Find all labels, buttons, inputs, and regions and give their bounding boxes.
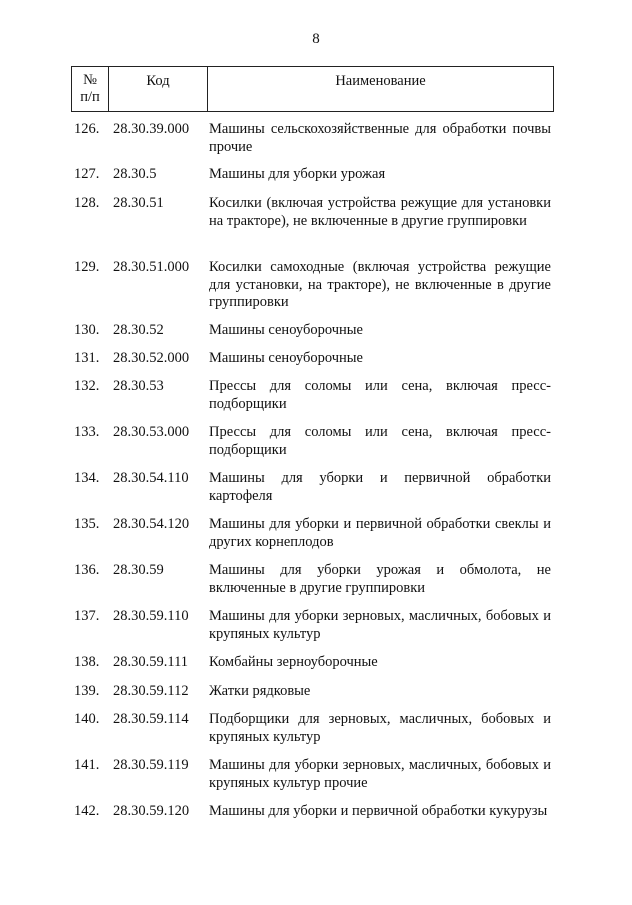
row-code: 28.30.51 bbox=[113, 195, 164, 211]
row-name: Машины для уборки и первичной обработки свеклы и других корнеплодов bbox=[209, 516, 551, 550]
row-code: 28.30.59.112 bbox=[113, 683, 189, 699]
header-num-abbrev: п/п bbox=[80, 89, 100, 105]
row-number: 140. bbox=[74, 711, 100, 727]
row-name: Машины для уборки и первичной обработки кукурузы bbox=[209, 803, 548, 819]
row-name: Машины сельскохозяйственные для обработки почвы прочие bbox=[209, 121, 551, 155]
row-number: 132. bbox=[74, 378, 100, 394]
header-num-symbol: № bbox=[83, 72, 97, 88]
row-code: 28.30.54.110 bbox=[113, 470, 189, 486]
row-code: 28.30.54.120 bbox=[113, 516, 190, 532]
row-number: 133. bbox=[74, 424, 100, 440]
row-code: 28.30.59.120 bbox=[113, 803, 190, 819]
row-number: 130. bbox=[74, 322, 100, 338]
row-name: Косилки самоходные (включая устройства режущие для установки, на тракторе), не включенные в другие группировки bbox=[209, 259, 551, 310]
row-number: 141. bbox=[74, 757, 100, 773]
row-code: 28.30.59.111 bbox=[113, 654, 189, 670]
header-name-cell: Наименование bbox=[335, 73, 426, 89]
row-name: Комбайны зерноуборочные bbox=[209, 654, 378, 670]
row-number: 137. bbox=[74, 608, 100, 624]
header-code-cell: Код bbox=[109, 67, 208, 111]
row-code: 28.30.52.000 bbox=[113, 350, 190, 366]
row-number: 136. bbox=[74, 562, 100, 578]
row-code: 28.30.52 bbox=[113, 322, 164, 338]
row-number: 135. bbox=[74, 516, 100, 532]
row-code: 28.30.5 bbox=[113, 166, 157, 182]
row-number: 134. bbox=[74, 470, 100, 486]
row-number: 129. bbox=[74, 259, 100, 275]
row-name: Прессы для соломы или сена, включая пресс-подборщики bbox=[209, 378, 551, 412]
row-name: Жатки рядковые bbox=[209, 683, 311, 699]
row-number: 138. bbox=[74, 654, 100, 670]
row-number: 139. bbox=[74, 683, 100, 699]
row-number: 126. bbox=[74, 121, 100, 137]
row-name: Подборщики для зерновых, масличных, бобовых и крупяных культур bbox=[209, 711, 551, 745]
row-name: Машины для уборки и первичной обработки картофеля bbox=[209, 470, 551, 504]
header-num-cell bbox=[72, 67, 109, 111]
row-name: Машины для уборки зерновых, масличных, бобовых и крупяных культур bbox=[209, 608, 551, 642]
row-name: Машины сеноуборочные bbox=[209, 350, 363, 366]
row-name: Машины сеноуборочные bbox=[209, 322, 363, 338]
row-number: 128. bbox=[74, 195, 100, 211]
row-name: Прессы для соломы или сена, включая пресс-подборщики bbox=[209, 424, 551, 458]
row-number: 142. bbox=[74, 803, 100, 819]
row-code: 28.30.53 bbox=[113, 378, 164, 394]
row-code: 28.30.59.119 bbox=[113, 757, 189, 773]
row-code: 28.30.59 bbox=[113, 562, 164, 578]
row-name: Машины для уборки урожая bbox=[209, 166, 386, 182]
row-name: Машины для уборки урожая и обмолота, не включенные в другие группировки bbox=[209, 562, 551, 596]
row-code: 28.30.59.110 bbox=[113, 608, 189, 624]
row-code: 28.30.51.000 bbox=[113, 259, 190, 275]
row-code: 28.30.39.000 bbox=[113, 121, 190, 137]
row-code: 28.30.53.000 bbox=[113, 424, 190, 440]
row-name: Косилки (включая устройства режущие для установки на тракторе), не включенные в другие группировки bbox=[209, 195, 551, 229]
table-header bbox=[71, 66, 554, 112]
row-code: 28.30.59.114 bbox=[113, 711, 189, 727]
row-name: Машины для уборки зерновых, масличных, бобовых и крупяных культур прочие bbox=[209, 757, 551, 791]
row-number: 127. bbox=[74, 166, 100, 182]
page-number: 8 bbox=[312, 31, 320, 47]
row-number: 131. bbox=[74, 350, 100, 366]
